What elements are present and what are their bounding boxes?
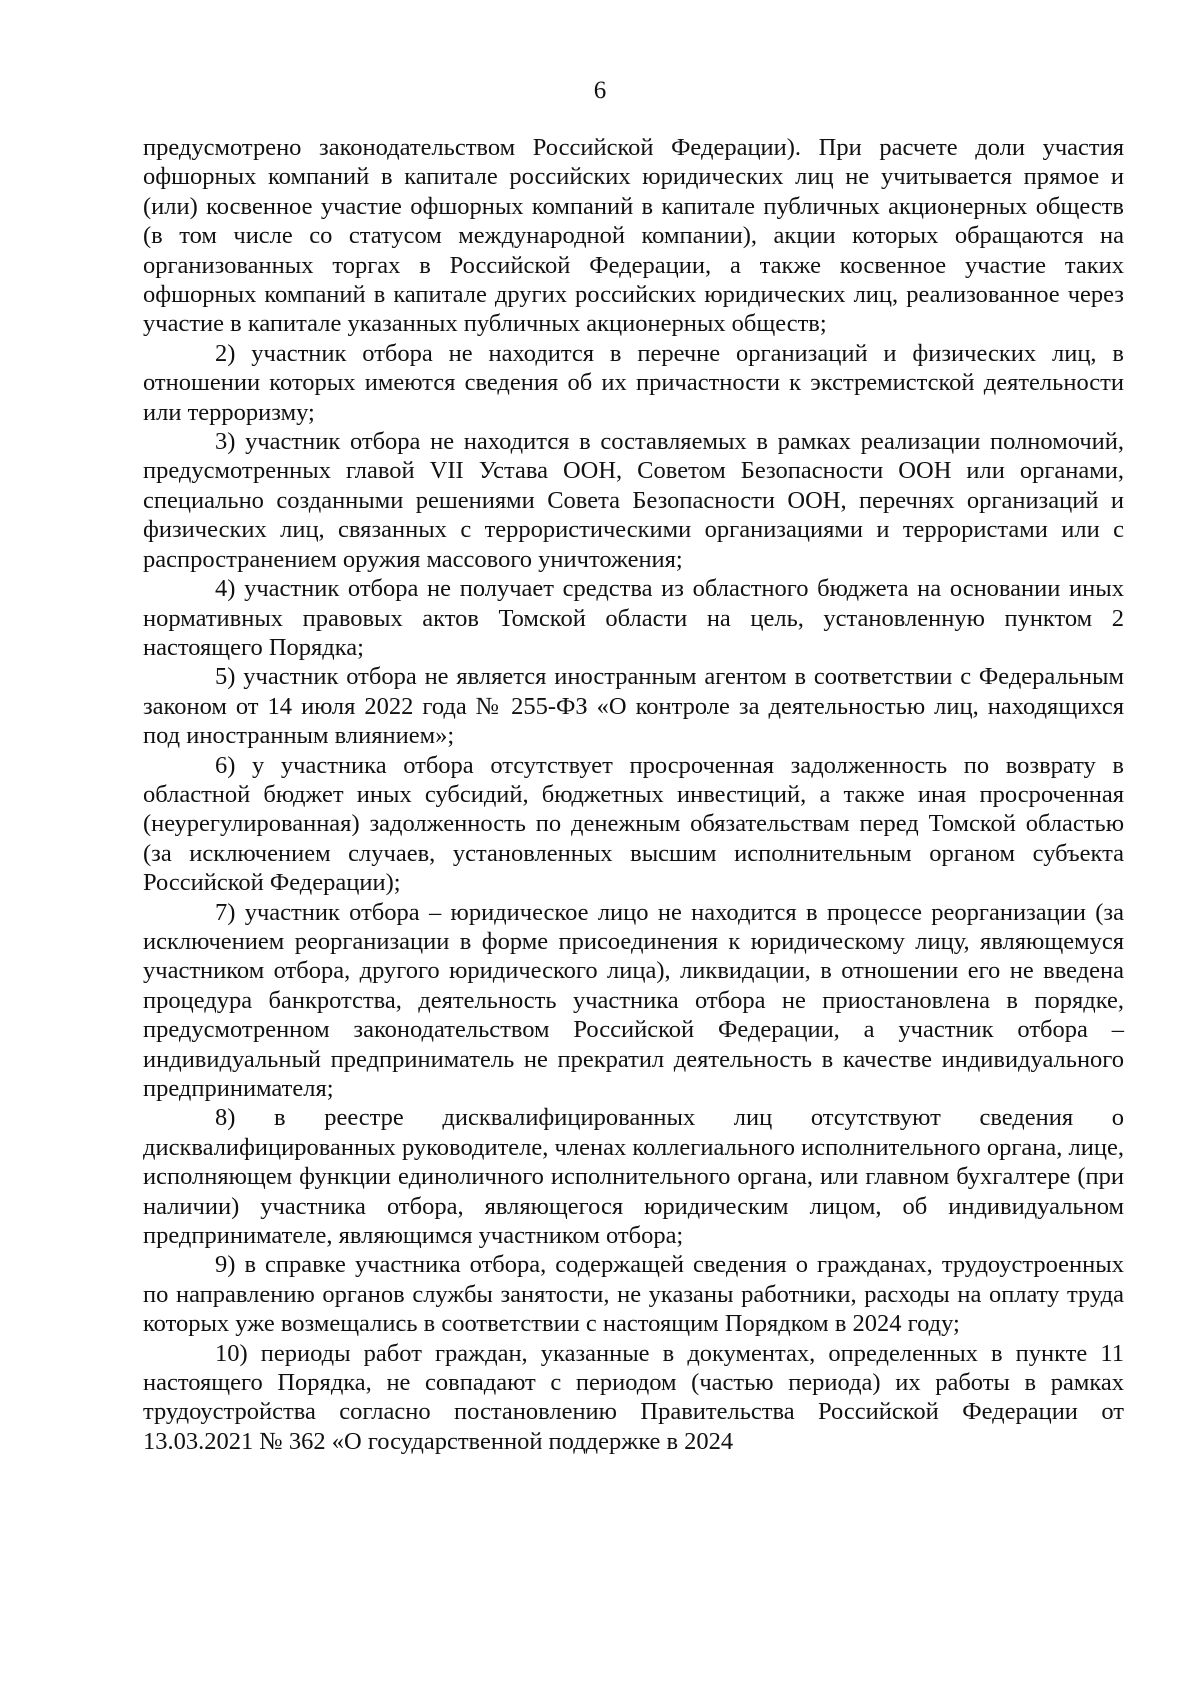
- paragraph-item-4: 4) участник отбора не получает средства из областного бюджета на основании иных нормативных правовых актов Томской области на цель, установленную пунктом 2 настоящего Порядка;: [143, 575, 1124, 661]
- paragraph-item-3: 3) участник отбора не находится в составляемых в рамках реализации полномочий, предусмотренных главой VII Устава ООН, Советом Безопасности ООН или органами, специально созданными решениями Совета Безопасности ООН, перечнях организаций и физических лиц, связанных с террористическими организациями и террористами или с распространением оружия массового уничтожения;: [143, 428, 1124, 573]
- document-body: [143, 133, 1124, 1456]
- paragraph-continuation: предусмотрено законодательством Российской Федерации). При расчете доли участия офшорных компаний в капитале российских юридических лиц не учитывается прямое и (или) косвенное участие офшорных компаний в капитале публичных акционерных обществ (в том числе со статусом международной компании), акции которых обращаются на организованных торгах в Российской Федерации, а также косвенное участие таких офшорных компаний в капитале других российских юридических лиц, реализованное через участие в капитале указанных публичных акционерных обществ;: [143, 134, 1124, 338]
- paragraph-item-8: 8) в реестре дисквалифицированных лиц отсутствуют сведения о дисквалифицированных руководителе, членах коллегиального исполнительного органа, лице, исполняющем функции единоличного исполнительного органа, или главном бухгалтере (при наличии) участника отбора, являющегося юридическим лицом, об индивидуальном предпринимателе, являющимся участником отбора;: [143, 1104, 1124, 1250]
- paragraph-item-7: 7) участник отбора – юридическое лицо не находится в процессе реорганизации (за исключением реорганизации в форме присоединения к юридическому лицу, являющемуся участником отбора, другого юридического лица), ликвидации, в отношении его не введена процедура банкротства, деятельность участника отбора не приостановлена в порядке, предусмотренном законодательством Российской Федерации, а участник отбора – индивидуальный предприниматель не прекратил деятельность в качестве индивидуального предпринимателя;: [143, 898, 1124, 1102]
- page-number: 6: [593, 77, 607, 104]
- paragraph-item-9: 9) в справке участника отбора, содержащей сведения о гражданах, трудоустроенных по направлению органов службы занятости, не указаны работники, расходы на оплату труда которых уже возмещались в соответствии с настоящим Порядком в 2024 году;: [143, 1251, 1124, 1338]
- paragraph-item-5: 5) участник отбора не является иностранным агентом в соответствии с Федеральным законом от 14 июля 2022 года № 255-ФЗ «О контроле за деятельностью лиц, находящихся под иностранным влиянием»;: [143, 663, 1124, 750]
- paragraph-item-10: 10) периоды работ граждан, указанные в документах, определенных в пункте 11 настоящего Порядка, не совпадают с периодом (частью периода) их работы в рамках трудоустройства согласно постановлению Правительства Российской Федерации от 13.03.2021 № 362 «О государственной поддержке в 2024: [143, 1339, 1124, 1455]
- paragraph-item-2: 2) участник отбора не находится в перечне организаций и физических лиц, в отношении которых имеются сведения об их причастности к экстремистской деятельности или терроризму;: [143, 339, 1124, 426]
- paragraph-item-6: 6) у участника отбора отсутствует просроченная задолженность по возврату в областной бюджет иных субсидий, бюджетных инвестиций, а также иная просроченная (неурегулированная) задолженность по денежным обязательствам перед Томской областью (за исключением случаев, установленных высшим исполнительным органом субъекта Российской Федерации);: [143, 751, 1124, 897]
